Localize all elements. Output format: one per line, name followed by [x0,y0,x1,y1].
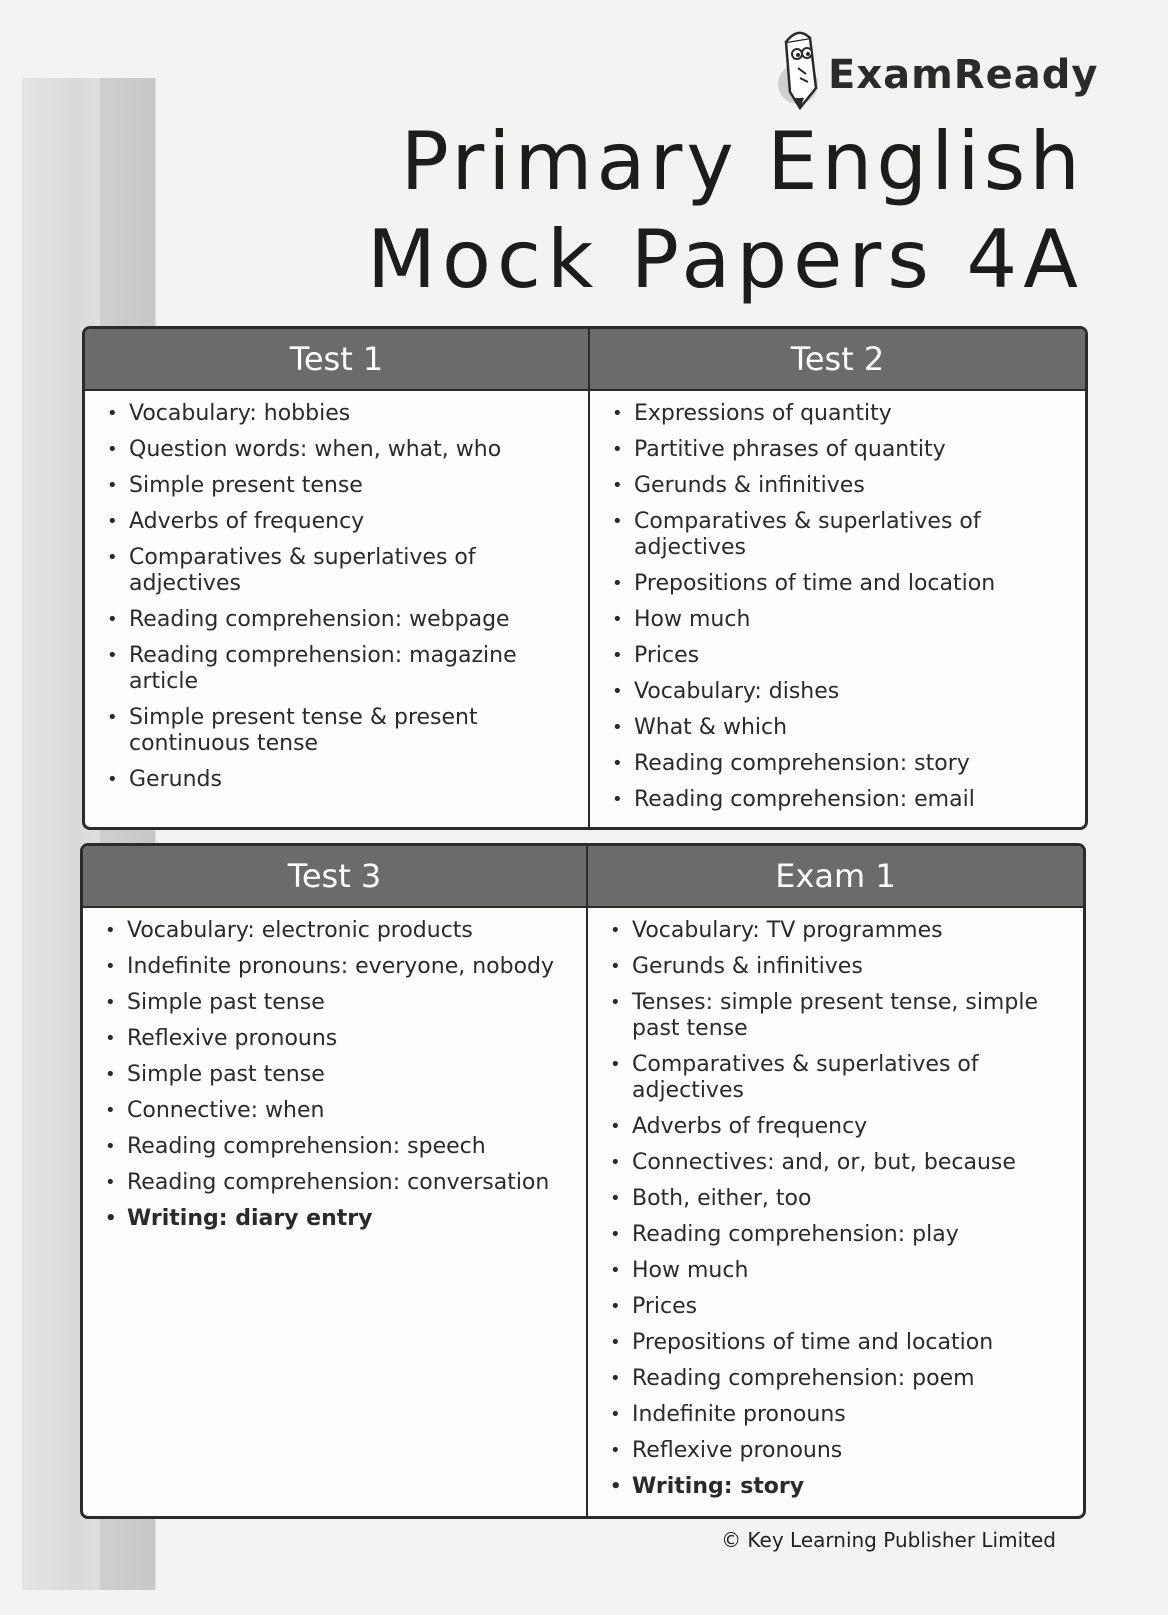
list-item: • Connectives: and, or, but, because [610,1150,1073,1176]
list-item: • Tenses: simple present tense, simple past tense [610,990,1073,1042]
pencil-mascot-icon [776,22,836,112]
list-item: • Gerunds [107,767,578,793]
list-item: • Prices [612,643,1075,669]
top-panel [82,326,1088,830]
list-item: • How much [612,607,1075,633]
list-item: • Reading comprehension: speech [105,1134,576,1160]
list-item: • What & which [612,715,1075,741]
test-3-column [83,846,588,1516]
list-item: • Reflexive pronouns [105,1026,576,1052]
brand-name: ExamReady [828,52,1099,98]
list-item: • Expressions of quantity [612,401,1075,427]
list-item: • Simple past tense [105,1062,576,1088]
list-item: • Reading comprehension: webpage [107,607,578,633]
list-item: • Writing: story [610,1474,1073,1500]
list-item: • Comparatives & superlatives of adjectives [612,509,1075,561]
test-3-list [83,908,586,1232]
list-item: • Partitive phrases of quantity [612,437,1075,463]
list-item: • Reading comprehension: email [612,787,1075,813]
list-item: • Comparatives & superlatives of adjectives [610,1052,1073,1104]
list-item: • Reflexive pronouns [610,1438,1073,1464]
list-item: • Both, either, too [610,1186,1073,1212]
list-item: • Adverbs of frequency [610,1114,1073,1140]
list-item: • Comparatives & superlatives of adjectives [107,545,578,597]
list-item: • Gerunds & infinitives [610,954,1073,980]
list-item: • Writing: diary entry [105,1206,576,1232]
list-item: • Prepositions of time and location [610,1330,1073,1356]
title-line-2: Mock Papers 4A [366,213,1084,306]
exam-1-heading: Exam 1 [588,846,1083,908]
list-item: • Reading comprehension: play [610,1222,1073,1248]
list-item: • Reading comprehension: magazine article [107,643,578,695]
test-2-column [590,329,1085,827]
list-item: • Gerunds & infinitives [612,473,1075,499]
list-item: • Connective: when [105,1098,576,1124]
list-item: • Reading comprehension: poem [610,1366,1073,1392]
list-item: • Simple past tense [105,990,576,1016]
test-2-heading: Test 2 [590,329,1085,391]
list-item: • Adverbs of frequency [107,509,578,535]
test-1-column [85,329,590,827]
list-item: • Question words: when, what, who [107,437,578,463]
test-2-list [590,391,1085,813]
test-1-heading: Test 1 [85,329,588,391]
brand-logo [776,22,1099,108]
list-item: • Indefinite pronouns [610,1402,1073,1428]
list-item: • How much [610,1258,1073,1284]
test-1-list [85,391,588,793]
list-item: • Simple present tense & present continuous tense [107,705,578,757]
list-item: • Reading comprehension: story [612,751,1075,777]
list-item: • Indefinite pronouns: everyone, nobody [105,954,576,980]
list-item: • Vocabulary: dishes [612,679,1075,705]
list-item: • Vocabulary: TV programmes [610,918,1073,944]
list-item: • Simple present tense [107,473,578,499]
title-line-1: Primary English [400,115,1084,208]
copyright-notice: © Key Learning Publisher Limited [721,1528,1056,1552]
test-3-heading: Test 3 [83,846,586,908]
list-item: • Prices [610,1294,1073,1320]
list-item: • Vocabulary: electronic products [105,918,576,944]
exam-1-list [588,908,1083,1500]
exam-1-column [588,846,1083,1516]
list-item: • Prepositions of time and location [612,571,1075,597]
bottom-panel [80,843,1086,1519]
list-item: • Vocabulary: hobbies [107,401,578,427]
list-item: • Reading comprehension: conversation [105,1170,576,1196]
